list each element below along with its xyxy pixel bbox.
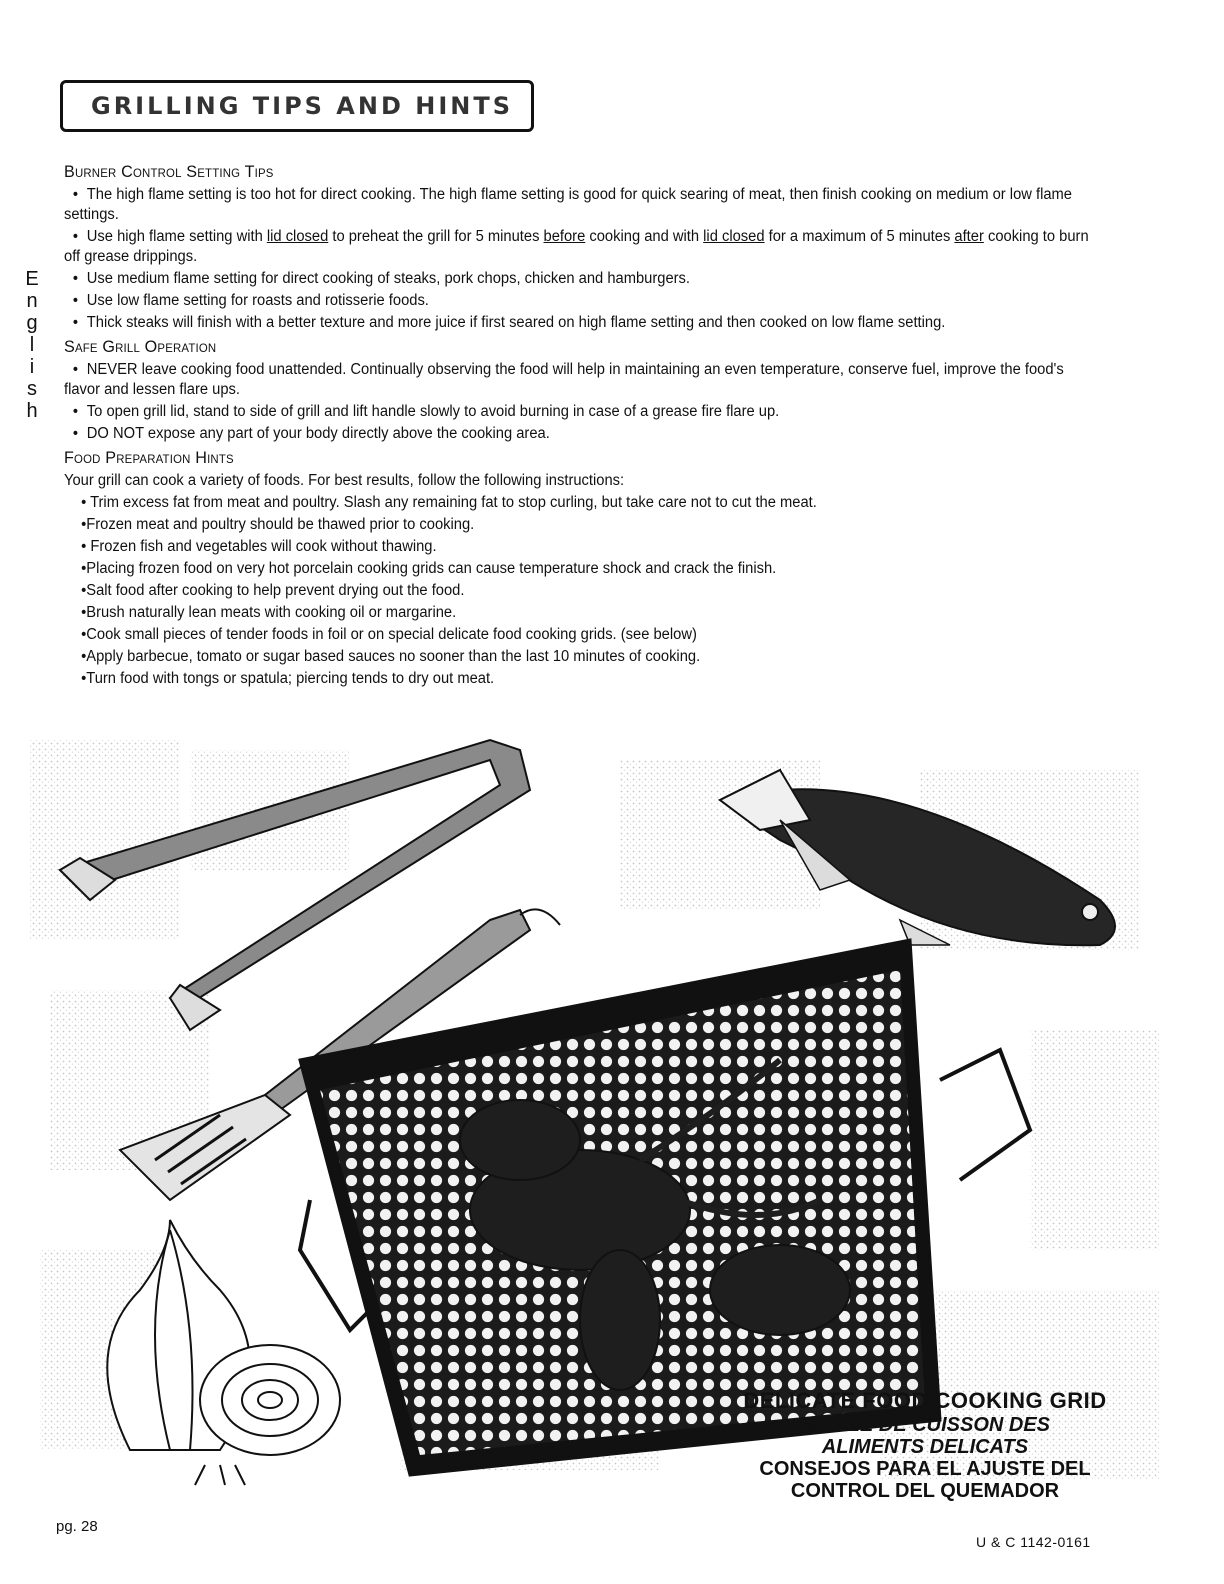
grid-caption (700, 1388, 1150, 1502)
food-hint: •Turn food with tongs or spatula; piercing tends to dry out meat. (81, 670, 495, 687)
caption-spanish: CONTROL DEL QUEMADOR (790, 1480, 1060, 1502)
food-intro: Your grill can cook a variety of foods. For best results, follow the following instructions: (64, 472, 625, 489)
safe-tip: • DO NOT expose any part of your body directly above the cooking area. (72, 425, 550, 442)
burner-tip: • Use low flame setting for roasts and rotisserie foods. (72, 292, 429, 309)
caption-french: GRILLE DE CUISSON DES (799, 1414, 1051, 1436)
caption-spanish: CONSEJOS PARA EL AJUSTE DEL (759, 1458, 1091, 1480)
food-hint: •Placing frozen food on very hot porcelain cooking grids can cause temperature shock and crack the finish. (81, 560, 777, 577)
side-letter: l (29, 334, 35, 356)
grilling-illustration (20, 730, 1160, 1490)
page-title: GRILLING TIPS AND HINTS (91, 92, 513, 120)
safe-tip: • NEVER leave cooking food unattended. Continually observing the food will help in maintaining an even temperature, conserve fuel, improve the food's flavor and lessen flare ups. (64, 361, 1064, 398)
food-heading: Food Preparation Hints (64, 448, 234, 467)
side-language-label (22, 268, 42, 422)
safe-tip: • To open grill lid, stand to side of grill and lift handle slowly to avoid burning in case of a grease fire flare up. (72, 403, 780, 420)
side-letter: s (27, 378, 37, 400)
caption-english: DELICATE FOOD COOKING GRID (743, 1388, 1107, 1413)
side-letter: i (29, 356, 35, 378)
food-hint: •Salt food after cooking to help prevent drying out the food. (81, 582, 465, 599)
side-letter: g (26, 312, 38, 334)
food-hint: •Frozen meat and poultry should be thawed prior to cooking. (81, 516, 475, 533)
food-hint: • Frozen fish and vegetables will cook without thawing. (81, 538, 437, 555)
tips-content (64, 158, 1090, 691)
food-hint: •Cook small pieces of tender foods in foil or on special delicate food cooking grids. (see below) (81, 626, 697, 643)
burner-tip: • Thick steaks will finish with a better texture and more juice if first seared on high flame setting and then cooked on low flame setting. (72, 314, 946, 331)
document-code: U & C 1142-0161 (976, 1534, 1091, 1550)
burner-tip: • The high flame setting is too hot for direct cooking. The high flame setting is good for quick searing of meat, then finish cooking on medium or low flame settings. (64, 186, 1072, 223)
food-hint: • Trim excess fat from meat and poultry. Slash any remaining fat to stop curling, but take care not to cut the meat. (81, 494, 817, 511)
food-hint: •Brush naturally lean meats with cooking oil or margarine. (81, 604, 457, 621)
title-box (60, 80, 534, 132)
safe-heading: Safe Grill Operation (64, 337, 217, 356)
burner-tip: • Use medium flame setting for direct cooking of steaks, pork chops, chicken and hamburgers. (72, 270, 691, 287)
page-number: pg. 28 (56, 1518, 98, 1535)
side-letter: n (26, 290, 38, 312)
side-letter: h (26, 400, 38, 422)
food-hint: •Apply barbecue, tomato or sugar based sauces no sooner than the last 10 minutes of cooking. (81, 648, 701, 665)
side-letter: E (25, 268, 39, 290)
caption-french: ALIMENTS DELICATS (821, 1436, 1029, 1458)
burner-heading: Burner Control Setting Tips (64, 162, 274, 181)
burner-tip: • Use high flame setting with lid closed to preheat the grill for 5 minutes before cooking and with lid closed for a maximum of 5 minutes after cooking to burn off grease drippings. (64, 228, 1089, 265)
